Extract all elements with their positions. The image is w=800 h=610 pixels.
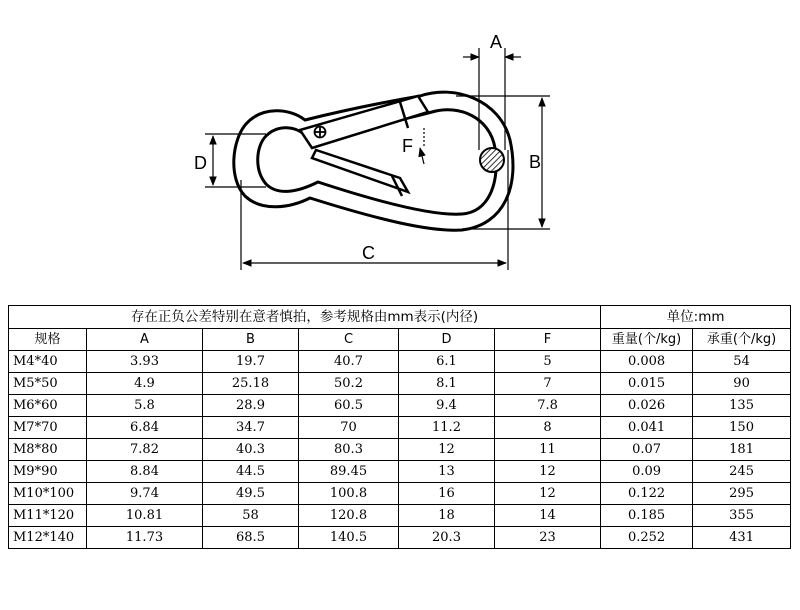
cell-model: M12*140 [9, 527, 87, 549]
cell-d: 16 [399, 483, 495, 505]
cell-weight: 0.041 [601, 417, 693, 439]
table-row [9, 483, 791, 505]
cell-b: 49.5 [203, 483, 299, 505]
cell-c: 120.8 [299, 505, 399, 527]
cell-b: 40.3 [203, 439, 299, 461]
cell-a: 4.9 [87, 373, 203, 395]
cell-model: M5*50 [9, 373, 87, 395]
table-row [9, 351, 791, 373]
cell-f: 7.8 [495, 395, 601, 417]
spec-table [8, 305, 791, 549]
label-b: B [529, 152, 542, 172]
cell-f: 14 [495, 505, 601, 527]
cell-f: 23 [495, 527, 601, 549]
cell-b: 28.9 [203, 395, 299, 417]
cell-f: 12 [495, 483, 601, 505]
header-c: C [299, 329, 399, 351]
header-a: A [87, 329, 203, 351]
header-model: 规格 [9, 329, 87, 351]
cell-b: 25.18 [203, 373, 299, 395]
cell-load: 181 [693, 439, 791, 461]
table-row [9, 461, 791, 483]
cell-b: 68.5 [203, 527, 299, 549]
cell-c: 80.3 [299, 439, 399, 461]
cell-load: 431 [693, 527, 791, 549]
cell-d: 12 [399, 439, 495, 461]
cell-model: M9*90 [9, 461, 87, 483]
table-row [9, 527, 791, 549]
cell-d: 20.3 [399, 527, 495, 549]
carabiner-diagram [0, 0, 800, 300]
header-weight: 重量(个/kg) [601, 329, 693, 351]
table-caption: 存在正负公差特别在意者慎拍，参考规格由mm表示(内径) [9, 306, 601, 329]
cell-a: 10.81 [87, 505, 203, 527]
table-title-row [9, 306, 791, 329]
cell-c: 70 [299, 417, 399, 439]
hinge-rivet-icon [315, 127, 326, 138]
cell-b: 19.7 [203, 351, 299, 373]
cell-b: 44.5 [203, 461, 299, 483]
cell-weight: 0.07 [601, 439, 693, 461]
cell-d: 11.2 [399, 417, 495, 439]
cell-c: 100.8 [299, 483, 399, 505]
cell-d: 8.1 [399, 373, 495, 395]
table-header-row [9, 329, 791, 351]
cell-weight: 0.122 [601, 483, 693, 505]
cell-f: 8 [495, 417, 601, 439]
cell-a: 9.74 [87, 483, 203, 505]
cell-model: M6*60 [9, 395, 87, 417]
cell-weight: 0.252 [601, 527, 693, 549]
cell-load: 54 [693, 351, 791, 373]
label-d: D [194, 153, 207, 173]
cell-load: 295 [693, 483, 791, 505]
cell-b: 58 [203, 505, 299, 527]
cell-load: 90 [693, 373, 791, 395]
header-f: F [495, 329, 601, 351]
cell-d: 13 [399, 461, 495, 483]
cell-weight: 0.185 [601, 505, 693, 527]
cell-c: 40.7 [299, 351, 399, 373]
cell-a: 7.82 [87, 439, 203, 461]
cell-c: 140.5 [299, 527, 399, 549]
cell-a: 6.84 [87, 417, 203, 439]
cell-c: 50.2 [299, 373, 399, 395]
cell-load: 135 [693, 395, 791, 417]
header-load: 承重(个/kg) [693, 329, 791, 351]
cell-load: 245 [693, 461, 791, 483]
cell-f: 11 [495, 439, 601, 461]
cell-c: 89.45 [299, 461, 399, 483]
wire-section [480, 148, 504, 172]
cell-f: 12 [495, 461, 601, 483]
cell-a: 11.73 [87, 527, 203, 549]
cell-a: 3.93 [87, 351, 203, 373]
cell-a: 8.84 [87, 461, 203, 483]
table-row [9, 417, 791, 439]
cell-weight: 0.09 [601, 461, 693, 483]
table-row [9, 395, 791, 417]
cell-load: 355 [693, 505, 791, 527]
label-c: C [362, 243, 375, 263]
unit-label: 单位:mm [601, 306, 791, 329]
cell-model: M7*70 [9, 417, 87, 439]
cell-f: 7 [495, 373, 601, 395]
cell-model: M8*80 [9, 439, 87, 461]
cell-d: 18 [399, 505, 495, 527]
cell-model: M4*40 [9, 351, 87, 373]
table-row [9, 373, 791, 395]
dimension-f [420, 128, 424, 164]
label-f: F [402, 136, 413, 156]
cell-load: 150 [693, 417, 791, 439]
cell-d: 9.4 [399, 395, 495, 417]
label-a: A [490, 32, 503, 52]
header-d: D [399, 329, 495, 351]
header-b: B [203, 329, 299, 351]
cell-f: 5 [495, 351, 601, 373]
cell-b: 34.7 [203, 417, 299, 439]
cell-model: M11*120 [9, 505, 87, 527]
cell-weight: 0.008 [601, 351, 693, 373]
table-row [9, 439, 791, 461]
cell-d: 6.1 [399, 351, 495, 373]
table-row [9, 505, 791, 527]
cell-a: 5.8 [87, 395, 203, 417]
cell-c: 60.5 [299, 395, 399, 417]
cell-model: M10*100 [9, 483, 87, 505]
cell-weight: 0.026 [601, 395, 693, 417]
cell-weight: 0.015 [601, 373, 693, 395]
